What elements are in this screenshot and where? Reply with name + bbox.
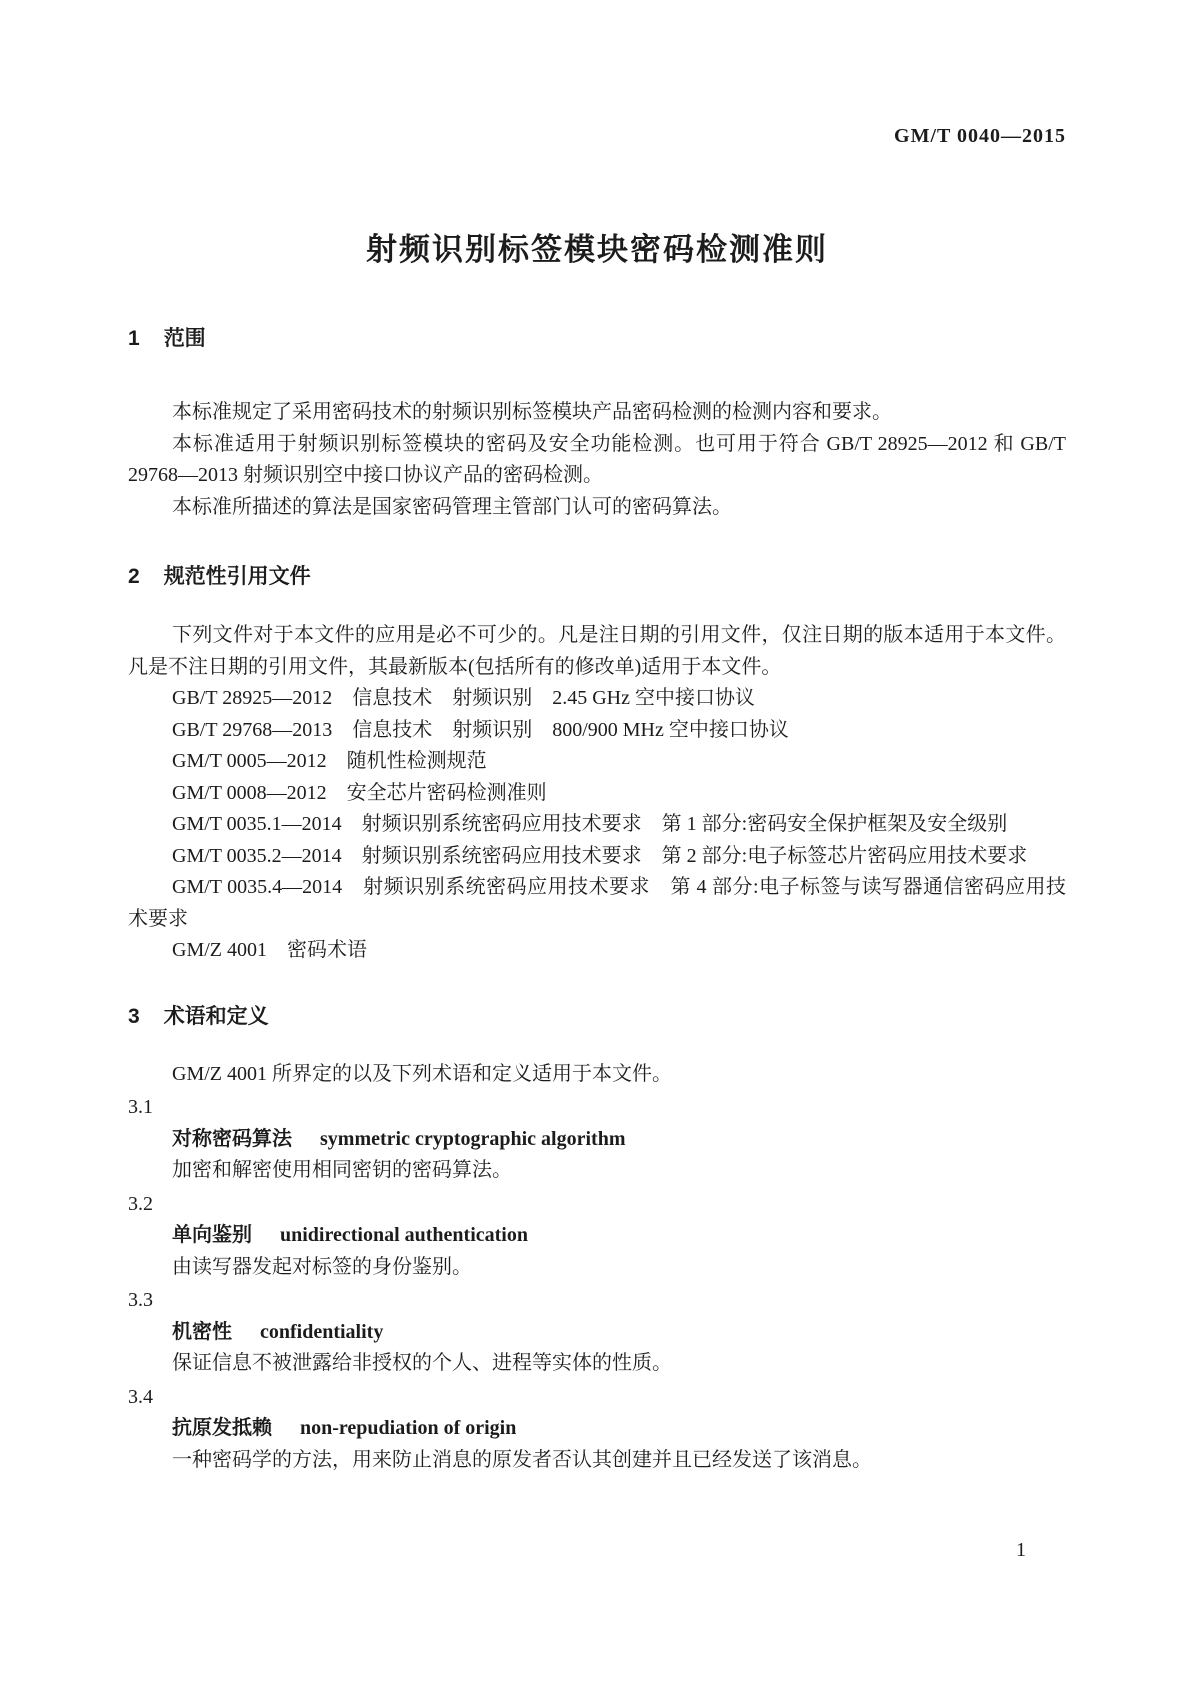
- terms-intro: GM/Z 4001 所界定的以及下列术语和定义适用于本文件。: [172, 1062, 672, 1085]
- section-heading-terms: [128, 1002, 1066, 1032]
- section-number: 3: [128, 1004, 140, 1028]
- term-entry: [128, 1382, 1066, 1477]
- term-name-en: symmetric cryptographic algorithm: [320, 1127, 626, 1150]
- section-number: 1: [128, 327, 140, 350]
- term-entry: [128, 1092, 1066, 1187]
- section-title: 术语和定义: [163, 1004, 269, 1028]
- term-name-zh: 机密性: [172, 1320, 232, 1343]
- page-number: 1: [1016, 1539, 1026, 1561]
- reference-item: GM/T 0008—2012 安全芯片密码检测准则: [172, 781, 547, 804]
- term-number: 3.1: [128, 1096, 153, 1118]
- reference-item: GB/T 28925—2012 信息技术 射频识别 2.45 GHz 空中接口协议: [172, 687, 755, 709]
- term-number: 3.3: [128, 1289, 153, 1311]
- document-title: 射频识别标签模块密码检测准则: [366, 232, 828, 267]
- reference-item: GM/T 0035.1—2014 射频识别系统密码应用技术要求 第 1 部分:密码安全保护框架及安全级别: [172, 813, 1008, 835]
- term-name-en: non-repudiation of origin: [300, 1417, 517, 1439]
- section-number: 2: [128, 565, 140, 588]
- term-definition: 加密和解密使用相同密钥的密码算法。: [172, 1159, 512, 1181]
- term-definition: 保证信息不被泄露给非授权的个人、进程等实体的性质。: [172, 1352, 672, 1374]
- term-name-en: unidirectional authentication: [280, 1224, 528, 1246]
- term-definition: 由读写器发起对标签的身份鉴别。: [172, 1255, 472, 1278]
- term-name-zh: 抗原发抵赖: [172, 1417, 272, 1439]
- term-number: 3.4: [128, 1385, 153, 1408]
- term-definition: 一种密码学的方法，用来防止消息的原发者否认其创建并且已经发送了该消息。: [172, 1448, 872, 1471]
- term-name-en: confidentiality: [260, 1320, 384, 1343]
- term-name-zh: 对称密码算法: [172, 1127, 292, 1150]
- term-name-zh: 单向鉴别: [172, 1224, 252, 1246]
- reference-item: GB/T 29768—2013 信息技术 射频识别 800/900 MHz 空中接口协议: [172, 718, 789, 741]
- term-heading: [128, 1413, 1066, 1445]
- normative-references-intro: 下列文件对于本文件的应用是必不可少的。凡是注日期的引用文件，仅注日期的版本适用于本文件。凡是不注日期的引用文件，其最新版本(包括所有的修改单)适用于本文件。: [128, 624, 1066, 678]
- section-title: 规范性引用文件: [163, 565, 311, 588]
- page-content: [128, 0, 1066, 1476]
- reference-item: GM/T 0035.4—2014 射频识别系统密码应用技术要求 第 4 部分:电子标签与读写器通信密码应用技术要求: [128, 876, 1066, 930]
- reference-item: GM/T 0005—2012 随机性检测规范: [172, 750, 487, 772]
- reference-item: GM/T 0035.2—2014 射频识别系统密码应用技术要求 第 2 部分:电子标签芯片密码应用技术要求: [172, 844, 1028, 867]
- scope-paragraph: 本标准适用于射频识别标签模块的密码及安全功能检测。也可用于符合 GB/T 28925—2012 和 GB/T 29768—2013 射频识别空中接口协议产品的密码检测。: [128, 432, 1066, 486]
- term-heading: [128, 1317, 1066, 1349]
- term-number: 3.2: [128, 1192, 153, 1215]
- term-entry: [128, 1285, 1066, 1380]
- section-title: 范围: [163, 327, 206, 350]
- term-entry: [128, 1189, 1066, 1284]
- term-heading: [128, 1124, 1066, 1156]
- scope-paragraph: 本标准所描述的算法是国家密码管理主管部门认可的密码算法。: [172, 495, 732, 518]
- term-heading: [128, 1220, 1066, 1252]
- standard-code: GM/T 0040—2015: [894, 125, 1066, 147]
- section-heading-scope: [128, 324, 1066, 354]
- scope-paragraph: 本标准规定了采用密码技术的射频识别标签模块产品密码检测的检测内容和要求。: [172, 401, 892, 423]
- section-heading-normative-references: [128, 562, 1066, 592]
- reference-item: GM/Z 4001 密码术语: [172, 939, 367, 961]
